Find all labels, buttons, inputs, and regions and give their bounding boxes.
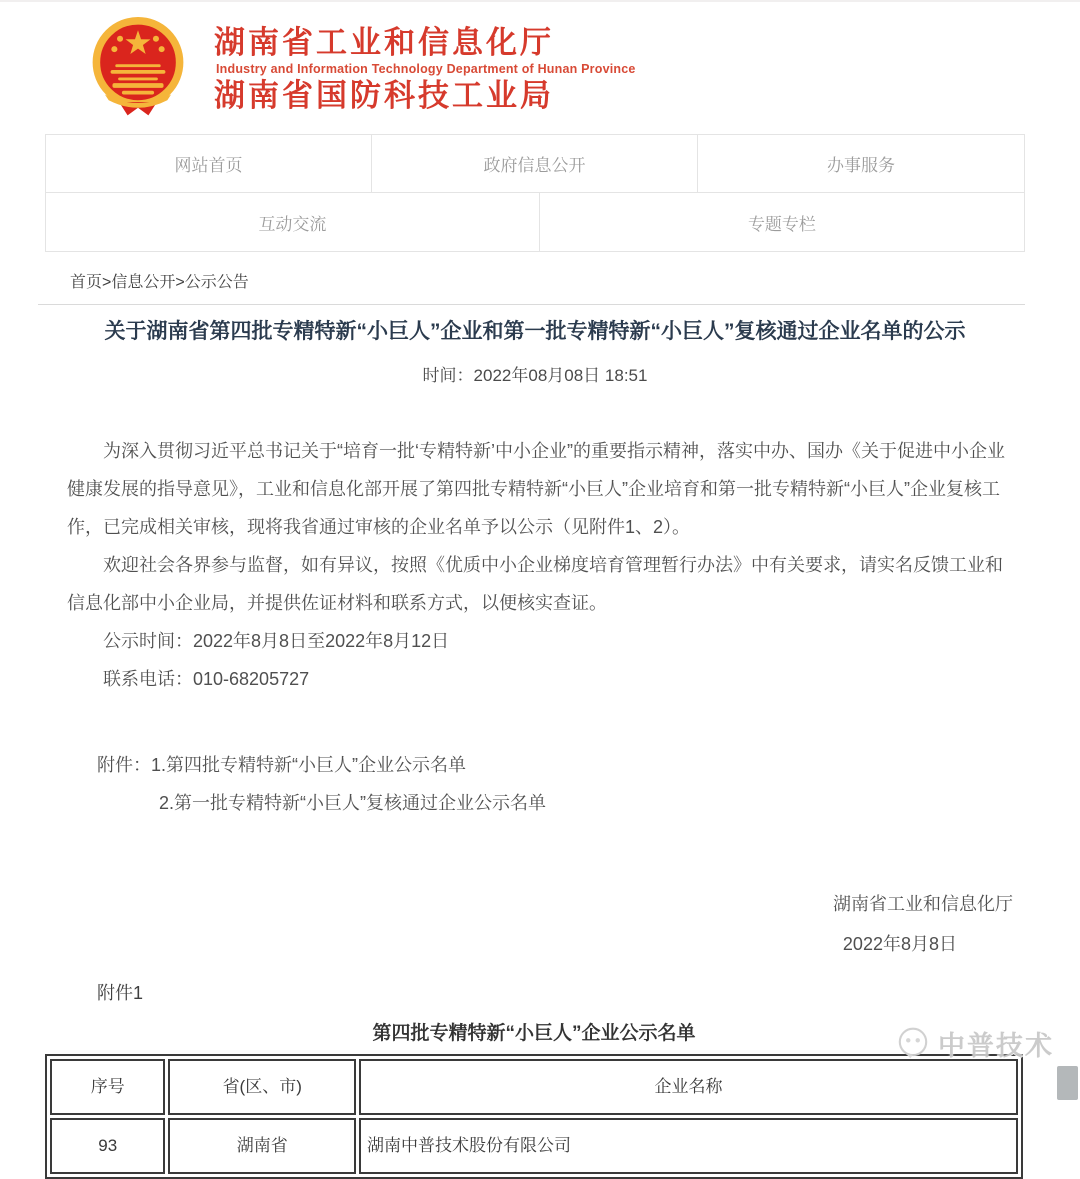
org-name-1: 湖南省工业和信息化厅 bbox=[214, 25, 554, 60]
nav-row-2 bbox=[46, 193, 1024, 251]
header-province: 省(区、市) bbox=[168, 1059, 356, 1115]
contact-phone: 联系电话：010-68205727 bbox=[103, 669, 310, 689]
org-name-en: Industry and Information Technology Department of Hunan Province bbox=[216, 62, 636, 76]
article-body bbox=[67, 432, 1013, 1179]
signature-org: 湖南省工业和信息化厅 bbox=[833, 894, 1013, 914]
article bbox=[45, 318, 1025, 1179]
attachment1-table-title: 第四批专精特新“小巨人”企业公示名单 bbox=[372, 1023, 696, 1044]
paragraph-2: 欢迎社会各界参与监督，如有异议，按照《优质中小企业梯度培育管理暂行办法》中有关要求，请实名反馈工业和信息化部中小企业局，并提供佐证材料和联系方式，以便核实查证。 bbox=[67, 555, 1003, 613]
table-row bbox=[50, 1118, 1018, 1174]
watermark-logo-icon bbox=[894, 1025, 932, 1063]
cell-enterprise: 湖南中普技术股份有限公司 bbox=[359, 1118, 1018, 1174]
attachment-line-2: 2.第一批专精特新“小巨人”复核通过企业公示名单 bbox=[159, 793, 546, 813]
site-header bbox=[0, 2, 1080, 134]
watermark bbox=[894, 1024, 1054, 1063]
paragraph-1: 为深入贯彻习近平总书记关于“培育一批‘专精特新’中小企业”的重要指示精神，落实中办、国办《关于促进中小企业健康发展的指导意见》，工业和信息化部开展了第四批专精特新“小巨人”企业培育和第一批专精特新“小巨人”企业复核工作，已完成相关审核，现将我省通过审核的企业名单予以公示（见附件1、2）。 bbox=[67, 441, 1005, 537]
watermark-text: 中普技术 bbox=[938, 1031, 1054, 1061]
article-time: 时间：2022年08月08日 18:51 bbox=[422, 366, 648, 385]
enterprise-list-table bbox=[45, 1054, 1023, 1179]
nav-item-services[interactable]: 办事服务 bbox=[827, 156, 895, 175]
attachment1-label: 附件1 bbox=[97, 983, 144, 1003]
attachment-line-1: 附件：1.第四批专精特新“小巨人”企业公示名单 bbox=[97, 755, 466, 775]
header-enterprise: 企业名称 bbox=[359, 1059, 1018, 1115]
cell-seq: 93 bbox=[50, 1118, 165, 1174]
cell-province: 湖南省 bbox=[168, 1118, 356, 1174]
publicity-period: 公示时间：2022年8月8日至2022年8月12日 bbox=[103, 631, 450, 651]
header-seq: 序号 bbox=[50, 1059, 165, 1115]
breadcrumb[interactable]: 首页>信息公开>公示公告 bbox=[38, 252, 1025, 305]
nav-item-home[interactable]: 网站首页 bbox=[46, 135, 372, 192]
table-header-row bbox=[50, 1059, 1018, 1115]
attachment1-table-section bbox=[45, 1022, 1023, 1179]
national-emblem-icon bbox=[86, 13, 190, 125]
org-title-block bbox=[214, 24, 636, 114]
article-title: 关于湖南省第四批专精特新“小巨人”企业和第一批专精特新“小巨人”复核通过企业名单的公示 bbox=[104, 320, 966, 343]
signature-date: 2022年8月8日 bbox=[842, 934, 957, 954]
nav-item-interaction[interactable]: 互动交流 bbox=[46, 193, 540, 251]
org-name-2: 湖南省国防科技工业局 bbox=[214, 78, 554, 113]
nav-item-gov-info[interactable]: 政府信息公开 bbox=[372, 135, 698, 192]
nav-row-1 bbox=[46, 135, 1024, 193]
signature-block bbox=[67, 884, 1013, 964]
scrollbar-thumb[interactable] bbox=[1057, 1066, 1078, 1100]
nav-item-special-topics[interactable]: 专题专栏 bbox=[747, 214, 816, 234]
main-nav bbox=[45, 134, 1025, 252]
